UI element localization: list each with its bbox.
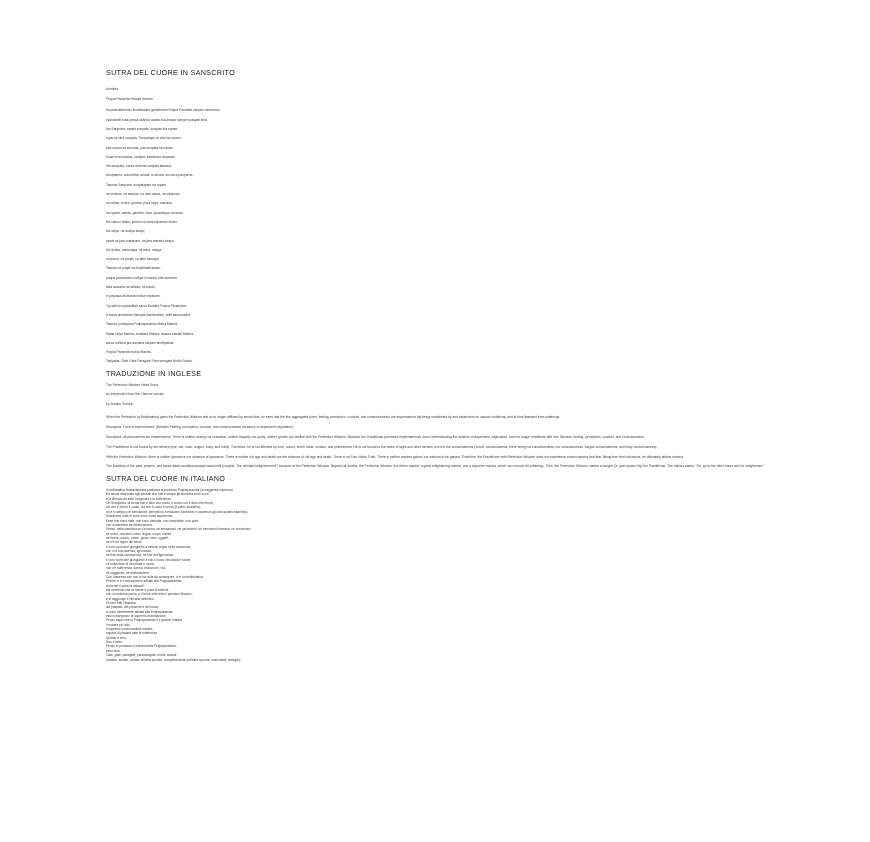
sanskrit-line: Iha Sariputra, rupam sunyata, sunyata iva rupam, [106, 127, 179, 131]
italian-line: Perciò sappi che la Prajnaparamita è il grande mantra, [106, 618, 183, 623]
sanskrit-line: yad rupam sa sunyata, yad sunyata sa rupam. [106, 145, 174, 150]
sanskrit-line: na caksu, srotra, ghrana, jihva kaya, manasa, [106, 201, 173, 206]
italian-title: SUTRA DEL CUORE IN ITALIANO [106, 474, 226, 484]
italian-line: Gate, gate, paragate, parasamgate, bodhi, svaha! [106, 653, 177, 658]
italian-line: né occhi, orecchio, naso, lingua, corpo, mente; [106, 531, 172, 536]
sanskrit-line: Iha sariputra, sarva dharma sunyata laksana, [106, 164, 172, 169]
sanskrit-line: prajna paramitam a srtiya vi-haraty citta avarana. [106, 275, 178, 280]
sanskrit-subtitle: Prajna Paramita Hrdaya Sutram [106, 96, 153, 101]
italian-line: né c'è un regno dei sensi; [106, 540, 143, 545]
italian-line: Oh Shariputra, la forma non è altro che vuoto, il vuoto non è altro che forma, [106, 501, 214, 506]
italian-line: Esse non sono nate, non sono distrutte, non macchiate, non pure, [106, 518, 200, 523]
english-intro-source: As interpreted from the Chinese version [106, 392, 165, 397]
italian-line: dal momento che la mente è priva d'ostacoli, [106, 588, 169, 593]
italian-line: né forma, suono, odore, gusto, tatto, oggetti; [106, 535, 169, 540]
italian-line: Ed aveva osservato egli pensati che tutti e cinque gli skandha sono vuoti [106, 492, 209, 497]
sanskrit-line: Tadyatha, Gate Gate Paragate Para samgate Bodhi Svaha. [106, 359, 193, 364]
sanskrit-line: vyavalokiti sma panca-skanda asatta sva-bhava sunyam pasyati sma. [106, 117, 208, 122]
english-paragraph: When the Perfection (a Bodhisattva) gains the Perfection Wisdom and is no longer afflicted by sense bias, he sees that the five aggregates (form, feeling, perception, conduct, and consciousness) are impermanent (all being manifested by and dependent on causal conditions) and is thus liberated from sufferings. [106, 415, 561, 420]
italian-line: Il bodhisattva Avalokitesvara praticava la profonda Prajnaparamita (la saggezza suprema) [106, 488, 233, 493]
sanskrit-line: Na duhka, samudaya, nirodha, marga. [106, 247, 163, 252]
sanskrit-line: Maha vidya Mantra, Anuttara Mantra, asama-samati Mantra, [106, 331, 194, 336]
italian-line: né saggezza, né realizzazione. [106, 570, 150, 575]
sanskrit-line: Na vidya, na avidya ksayo, [106, 229, 146, 234]
english-paragraph: Shariputra, all phenomena are impermanent. There is neither arising nor cessation, neither impurity nor purity, neither growth nor decline with the Perfection Wisdom. Because the Practitioner perceives impermanence (from understanding the doctrine of dependent origination), form no longer manifests with him, likewise, feeling, perception, conduct, and consciousness. [106, 434, 645, 439]
sanskrit-line: na jnana, na prapti, na abhi samaya. [106, 257, 160, 262]
sanskrit-line: Tasmac Sariputra, sunyatayam na rupam [106, 182, 167, 187]
english-paragraph: The Buddhas of the past, present, and future attain anuttara-samyak-sambodhi (roughly: "the ultimate enlightenment") because of the Perfection Wisdom. Beyond all doubts, the Perfection Wisdom is a divine mantra, a great enlightening mantra, and a supreme mantra, which can remove all sufferings. Thus, the Perfection Wisdom mantra is taught: (in (and spoken by) the Practitioner. The mantra states: "Go, go to the other shore and be enlightened." [106, 464, 765, 469]
italian-line: il mantra più alto, [106, 622, 131, 627]
italian-line: (andato, andato, andato all'altra sponda, completamente sull'altra sponda, lunminante risveglio) [106, 657, 241, 662]
italian-text [106, 488, 766, 662]
italian-line: il supremo incomparabile mantra, [106, 627, 154, 632]
sanskrit-line: Try adhva vyavastitah sarva Buddha Prajna Paramitam [106, 303, 187, 308]
sanskrit-line: Tasmat, jnatavyam Prajnaparamita Maha Mantra, [106, 322, 179, 327]
sanskrit-line: Anutpanna, aniruddha, amala, a-vimala, anuna a-paripurna. [106, 173, 194, 178]
italian-line: né estinzione di vecchiaia e morte; [106, 561, 155, 566]
italian-line: e così via finché giungiamo a nessun regno della coscienza; [106, 544, 191, 549]
document-page [106, 68, 766, 662]
italian-line: e così via finché giungiamo a non ci sono vecchiaia e morte; [106, 557, 192, 562]
sanskrit-line: na vedana, na samjna, na sam skara, na vijnanam. [106, 192, 181, 197]
italian-line: Poiché vi è il meccanismo affidati alla Prajnaparamita, [106, 579, 183, 584]
italian-line: non vi è conoscenza, ignoranza, [106, 548, 152, 553]
english-intro-title: The Perfection Wisdom Heart Sutra [106, 382, 159, 387]
italian-line: e si raggiunge il Nirvana definitivo. [106, 596, 155, 601]
sanskrit-line: Evam eva vedana, samjna, samskara vijnanam. [106, 154, 176, 159]
italian-line: Perciò, nella vacuità non c'è forma, né sensazioni, né percezioni, né formazioni karmica, né coscienza; [106, 527, 251, 532]
italian-line: si sono interamente affidati alla Prajnaparamita [106, 609, 173, 614]
italian-line: Perché tutti i Buddha [106, 601, 136, 606]
italian-line: la mente è priva di ostacoli; [106, 583, 145, 588]
italian-line: ciò che è forma è vuoto, ciò che il vuoto è forma (il primo skandha), [106, 505, 201, 510]
english-paragraph: Shariputra, Form is impermanent. (Besides Feeling, perception, conduct, and consciousness (because of dependent origination). [106, 425, 294, 430]
italian-line: Questo è vero. [106, 635, 127, 640]
italian-line: ed è lo stesso per sensazioni, percezioni, formazioni karmiche e coscienza (gli altri quattro skandha). [106, 509, 249, 514]
sanskrit-line: Tasmai na prapti tva Bodhisattvanam, [106, 266, 161, 271]
english-intro-author: by Johann Sumpin [106, 402, 134, 407]
italian-line: né fine della conoscenza, né fine dell'ignoranza; [106, 553, 174, 558]
sanskrit-line: Prajna Paramita mukto Mantra. [106, 350, 152, 355]
sanskrit-line: rupa na vitra sunyata, Sunyataya na vitra sa rupam, [106, 136, 182, 141]
italian-line: e le liberato da tutte l'angoscia e la sofferenza. [106, 496, 172, 501]
italian-line: essi conseguono la suprema illuminazione. [106, 614, 167, 619]
italian-line: non c'è sofferenza, karma, estinzione, Via, [106, 566, 166, 571]
sanskrit-title: SUTRA DEL CUORE IN SANSCRITO [106, 68, 236, 77]
sanskrit-line: citta avarana na stitvad, na trasto, [106, 285, 156, 290]
english-paragraph: With the Perfection Wisdom, there is neither ignorance nor absence of ignorance. There is neither old age and death nor the absence of old age and death. There is no Four Noble Truth. There is neither wisdom gained nor wisdom to be gained. Therefore, the Practitioner with Perfection Wisdom does not experience consciousness and fear. Being free from delusions, he ultimately attains nirvana. [106, 454, 684, 459]
italian-line: non vi contrava paura, e il bene oltre tutto il pensiero illusorio, [106, 592, 193, 597]
sanskrit-line: vi paryasa ati kranta nistha nirvanam. [106, 294, 161, 299]
sanskrit-text [106, 108, 766, 363]
italian-line: Shariputra, tutte le cose sono vuote apparenze; [106, 514, 173, 519]
italian-line: Perciò io proclamo il mantra della Prajnaparamita, [106, 644, 177, 649]
italian-line: Non è falso. [106, 640, 124, 645]
italian-line: Con l'assenza che non vi ha nulla da conseguire, vi è un bodhisattva. [106, 574, 204, 579]
sanskrit-line: yavat na jara-maranam, na jara-marana ksayo. [106, 238, 175, 243]
sanskrit-line: Aryavalokitesvaro Bodhisattvo gambhiram Prajna Paramita caryam caramano, [106, 108, 221, 113]
italian-line: capace di placare tutte le sofferenze. [106, 631, 159, 636]
italian-line: esso dice: [106, 648, 121, 653]
sanskrit-line: na rupam, sabda, gandha, rasa, sprastavya, dharma. [106, 210, 184, 215]
english-paragraph: The Practitioner is not bound by the senses (eye, ear, nose, tongue, body, and mind). Therefore, he is not affected by form, sound, smell, taste, contact, and phenomena. He is not bound to the realm of sight and other senses, even to the consciousness ("mind" consciousness, there being not consciousness, nor consciousness, tongue consciousness, and body consciousness). [106, 444, 658, 449]
italian-line: non aumentano né diminuiscono. [106, 522, 153, 527]
sanskrit-label: Animitta [106, 87, 118, 91]
sanskrit-line: Na caksur dhatu, yavan na manovijnanam dhatu. [106, 219, 178, 224]
sanskrit-line: A srtiya anuttaram Samyak Sambodhim, abhi sambuddha. [106, 312, 192, 317]
italian-line: del passato, del presente e del futuro [106, 605, 159, 610]
english-title: TRADUZIONE IN INGLESE [106, 368, 202, 378]
english-text [106, 415, 766, 468]
sanskrit-line: sarva duhkha pra samana satyam amithyatvat. [106, 340, 175, 345]
